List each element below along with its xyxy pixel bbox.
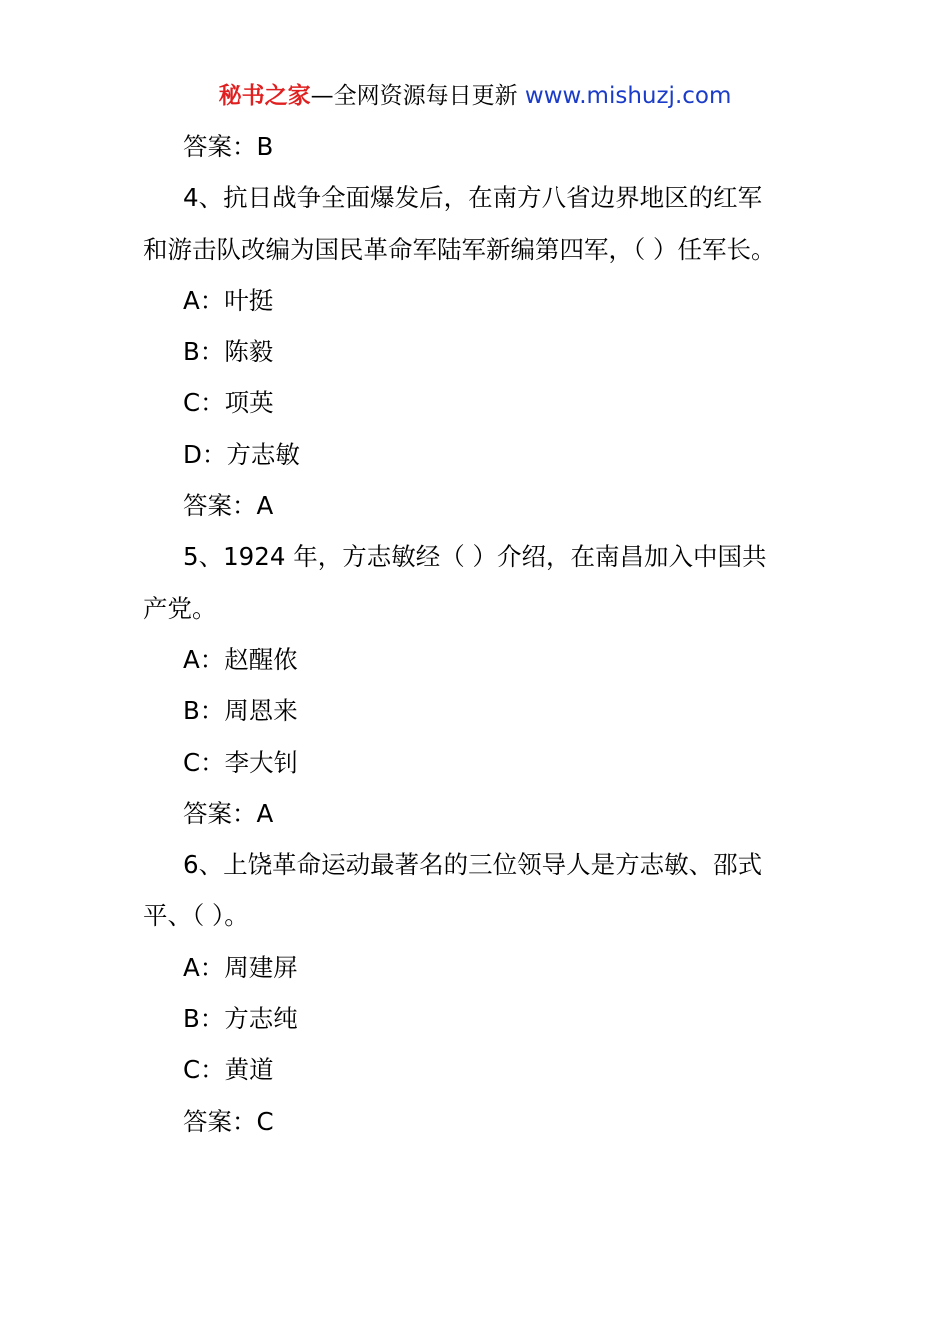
header-tagline: —全网资源每日更新 <box>310 83 518 109</box>
option-line: B：陈毅 <box>183 337 274 367</box>
answer-line: 答案：B <box>183 132 274 161</box>
page-header <box>0 80 950 112</box>
question-4-line-1: 4、抗日战争全面爆发后，在南方八省边界地区的红军 <box>183 183 763 213</box>
option-line: B：周恩来 <box>183 696 298 726</box>
question-4-line-2: 和游击队改编为国民革命军陆军新编第四军，（ ）任军长。 <box>143 234 776 264</box>
option-line: A：叶挺 <box>183 285 274 315</box>
option-line: A：赵醒侬 <box>183 644 298 674</box>
answer-line: 答案：C <box>183 1106 274 1136</box>
option-line: B：方志纯 <box>183 1004 298 1034</box>
question-6-line-1: 6、上饶革命运动最著名的三位领导人是方志敏、邵式 <box>183 850 763 880</box>
question-5-line-2: 产党。 <box>143 593 217 623</box>
option-line: A：周建屏 <box>183 952 298 982</box>
option-line: C：黄道 <box>183 1055 274 1085</box>
option-line: D：方志敏 <box>183 439 300 469</box>
option-line: C：项英 <box>183 388 274 418</box>
answer-line: 答案：A <box>183 491 274 521</box>
question-6-line-2: 平、（ ）。 <box>143 901 249 931</box>
question-5-line-1: 5、1924 年，方志敏经（ ）介绍，在南昌加入中国共 <box>183 542 767 572</box>
answer-line: 答案：A <box>183 798 274 828</box>
option-line: C：李大钊 <box>183 747 299 777</box>
site-url-link[interactable]: www.mishuzj.com <box>524 83 732 109</box>
document-body <box>143 121 808 1147</box>
brand-name: 秘书之家 <box>218 83 311 109</box>
